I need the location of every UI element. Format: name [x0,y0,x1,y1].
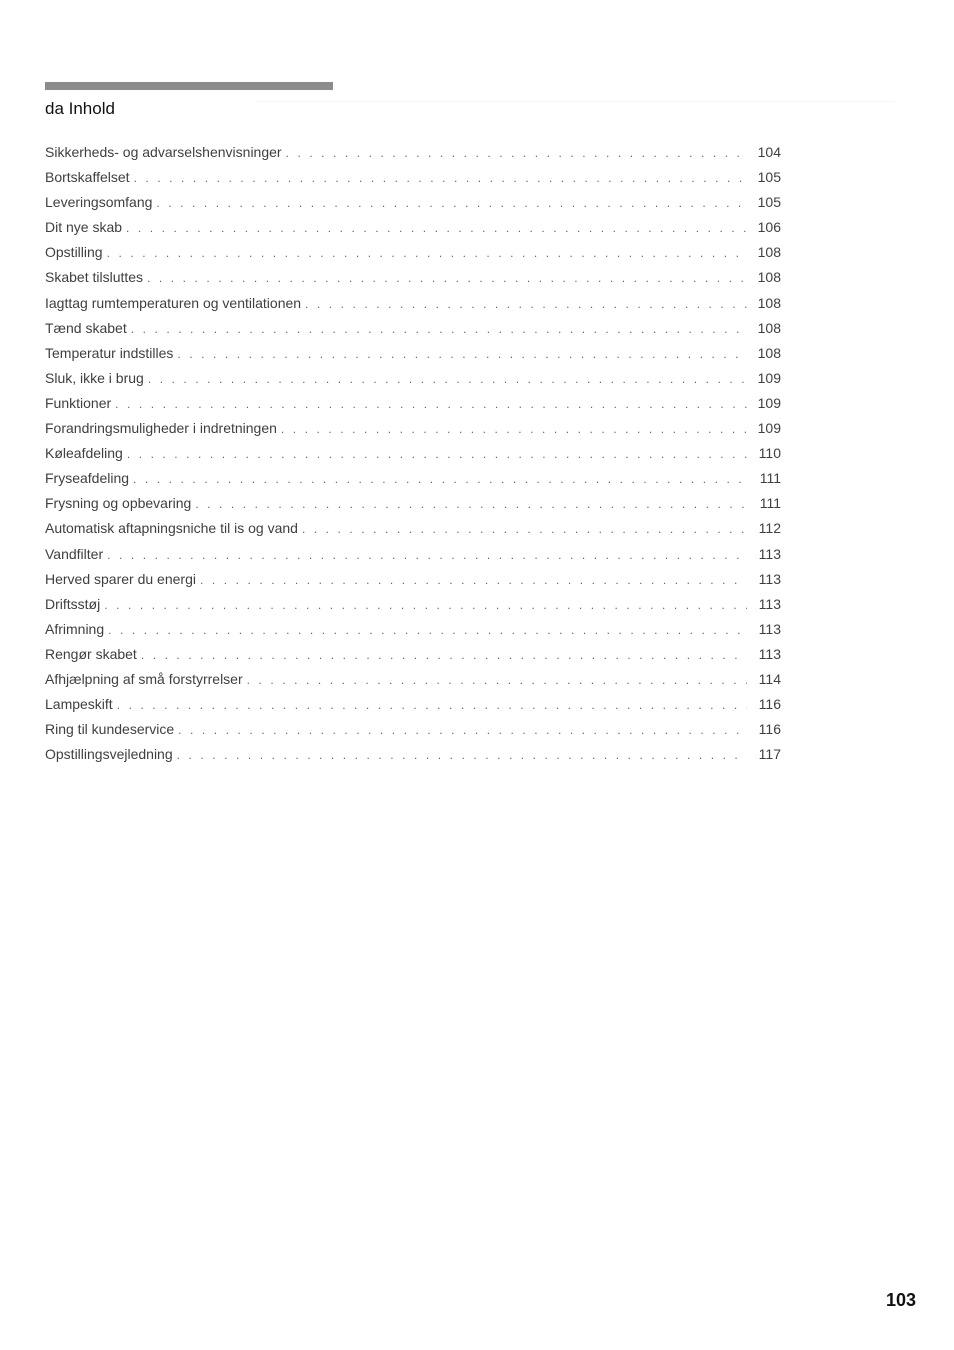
toc-entry-page: 108 [757,319,781,336]
toc-entry-label: Opstilling [45,244,103,261]
toc-entry-page: 108 [757,294,781,311]
toc-entry[interactable] [45,667,781,692]
toc-entry-label: Funktioner [45,394,112,411]
dot-leader [127,442,747,467]
toc-entry-page: 109 [757,369,781,386]
toc-entry[interactable] [45,391,781,416]
dot-leader [247,668,747,693]
toc-entry-page: 110 [758,445,781,462]
toc-entry-page: 114 [758,670,781,687]
dot-leader [131,317,747,342]
dot-leader [286,141,747,166]
header-divider [255,101,895,102]
toc-entry[interactable] [45,567,781,592]
dot-leader [147,266,747,291]
toc-entry-label: Afrimning [45,620,105,637]
header-rule [45,82,333,90]
toc-entry-page: 116 [758,696,781,713]
toc-entry-label: Ring til kundeservice [45,721,175,738]
toc-entry-label: Fryseafdeling [45,470,130,487]
page-number: 103 [885,1290,916,1310]
toc-entry[interactable] [45,592,781,617]
dot-leader [178,718,747,743]
toc-entry[interactable] [45,491,781,516]
toc-entry-label: Rengør skabet [45,645,137,662]
toc-entry-page: 108 [757,344,781,361]
toc-entry-label: Frysning og opbevaring [45,495,192,512]
dot-leader [107,241,747,266]
toc-entry[interactable] [45,416,781,441]
toc-entry-label: Temperatur indstilles [45,344,174,361]
dot-leader [305,292,747,317]
toc-entry-label: Køleafdeling [45,445,123,462]
toc-entry[interactable] [45,316,781,341]
dot-leader [302,517,747,542]
toc-entry-label: Lampeskift [45,696,113,713]
toc-entry-page: 109 [757,420,781,437]
toc-entry-label: Tænd skabet [45,319,127,336]
toc-entry[interactable] [45,542,781,567]
toc-entry-label: Opstillingsvejledning [45,746,173,763]
toc-entry[interactable] [45,717,781,742]
toc-entry-label: Bortskaffelset [45,169,130,186]
dot-leader [177,743,747,768]
toc-entry[interactable] [45,441,781,466]
toc-entry[interactable] [45,366,781,391]
toc-entry-page: 108 [757,244,781,261]
toc-entry-label: Sluk, ikke i brug [45,369,144,386]
toc-entry-page: 113 [758,645,781,662]
toc-entry-label: Herved sparer du energi [45,570,196,587]
toc-entry-page: 105 [757,169,781,186]
toc-entry-page: 109 [757,394,781,411]
toc-entry-label: Dit nye skab [45,219,123,236]
toc-entry-page: 117 [758,746,781,763]
toc-entry-page: 106 [757,219,781,236]
toc-entry-page: 112 [758,520,781,537]
toc-entry-page: 113 [758,595,781,612]
dot-leader [126,216,747,241]
toc-entry-page: 113 [758,570,781,587]
toc-entry-page: 111 [759,470,781,487]
toc-entry-label: Driftsstøj [45,595,101,612]
toc-entry-label: Vandfilter [45,545,104,562]
dot-leader [195,492,747,517]
dot-leader [133,467,747,492]
toc-entry[interactable] [45,240,781,265]
dot-leader [148,367,747,392]
toc-entry-page: 104 [757,144,781,160]
dot-leader [281,417,747,442]
toc-entry[interactable] [45,190,781,215]
toc-entry-page: 113 [758,620,781,637]
table-of-contents [45,140,781,767]
toc-entry[interactable] [45,742,781,767]
toc-entry-label: Leveringsomfang [45,194,153,211]
dot-leader [115,392,747,417]
toc-entry-page: 105 [757,194,781,211]
toc-entry[interactable] [45,291,781,316]
toc-entry-label: Automatisk aftapningsniche til is og vand [45,520,298,537]
toc-entry[interactable] [45,265,781,290]
toc-entry[interactable] [45,341,781,366]
dot-leader [156,191,747,216]
toc-entry[interactable] [45,466,781,491]
dot-leader [108,618,747,643]
dot-leader [117,693,747,718]
toc-entry-label: Iagttag rumtemperaturen og ventilationen [45,294,302,311]
toc-entry[interactable] [45,165,781,190]
toc-entry-label: Skabet tilsluttes [45,269,144,286]
toc-entry-page: 113 [758,545,781,562]
dot-leader [141,643,747,668]
dot-leader [107,543,747,568]
toc-entry[interactable] [45,617,781,642]
dot-leader [134,166,747,191]
toc-entry-page: 111 [759,495,781,512]
toc-entry[interactable] [45,140,781,165]
toc-entry-page: 116 [758,721,781,738]
toc-entry[interactable] [45,692,781,717]
dot-leader [104,593,747,618]
toc-entry[interactable] [45,215,781,240]
toc-entry[interactable] [45,516,781,541]
dot-leader [177,342,747,367]
toc-entry-label: Sikkerheds- og advarselshenvisninger [45,144,282,160]
toc-entry[interactable] [45,642,781,667]
dot-leader [200,568,747,593]
toc-entry-page: 108 [757,269,781,286]
page-title: da Inhold [45,99,115,118]
toc-entry-label: Forandringsmuligheder i indretningen [45,420,277,437]
toc-entry-label: Afhjælpning af små forstyrrelser [45,670,243,687]
